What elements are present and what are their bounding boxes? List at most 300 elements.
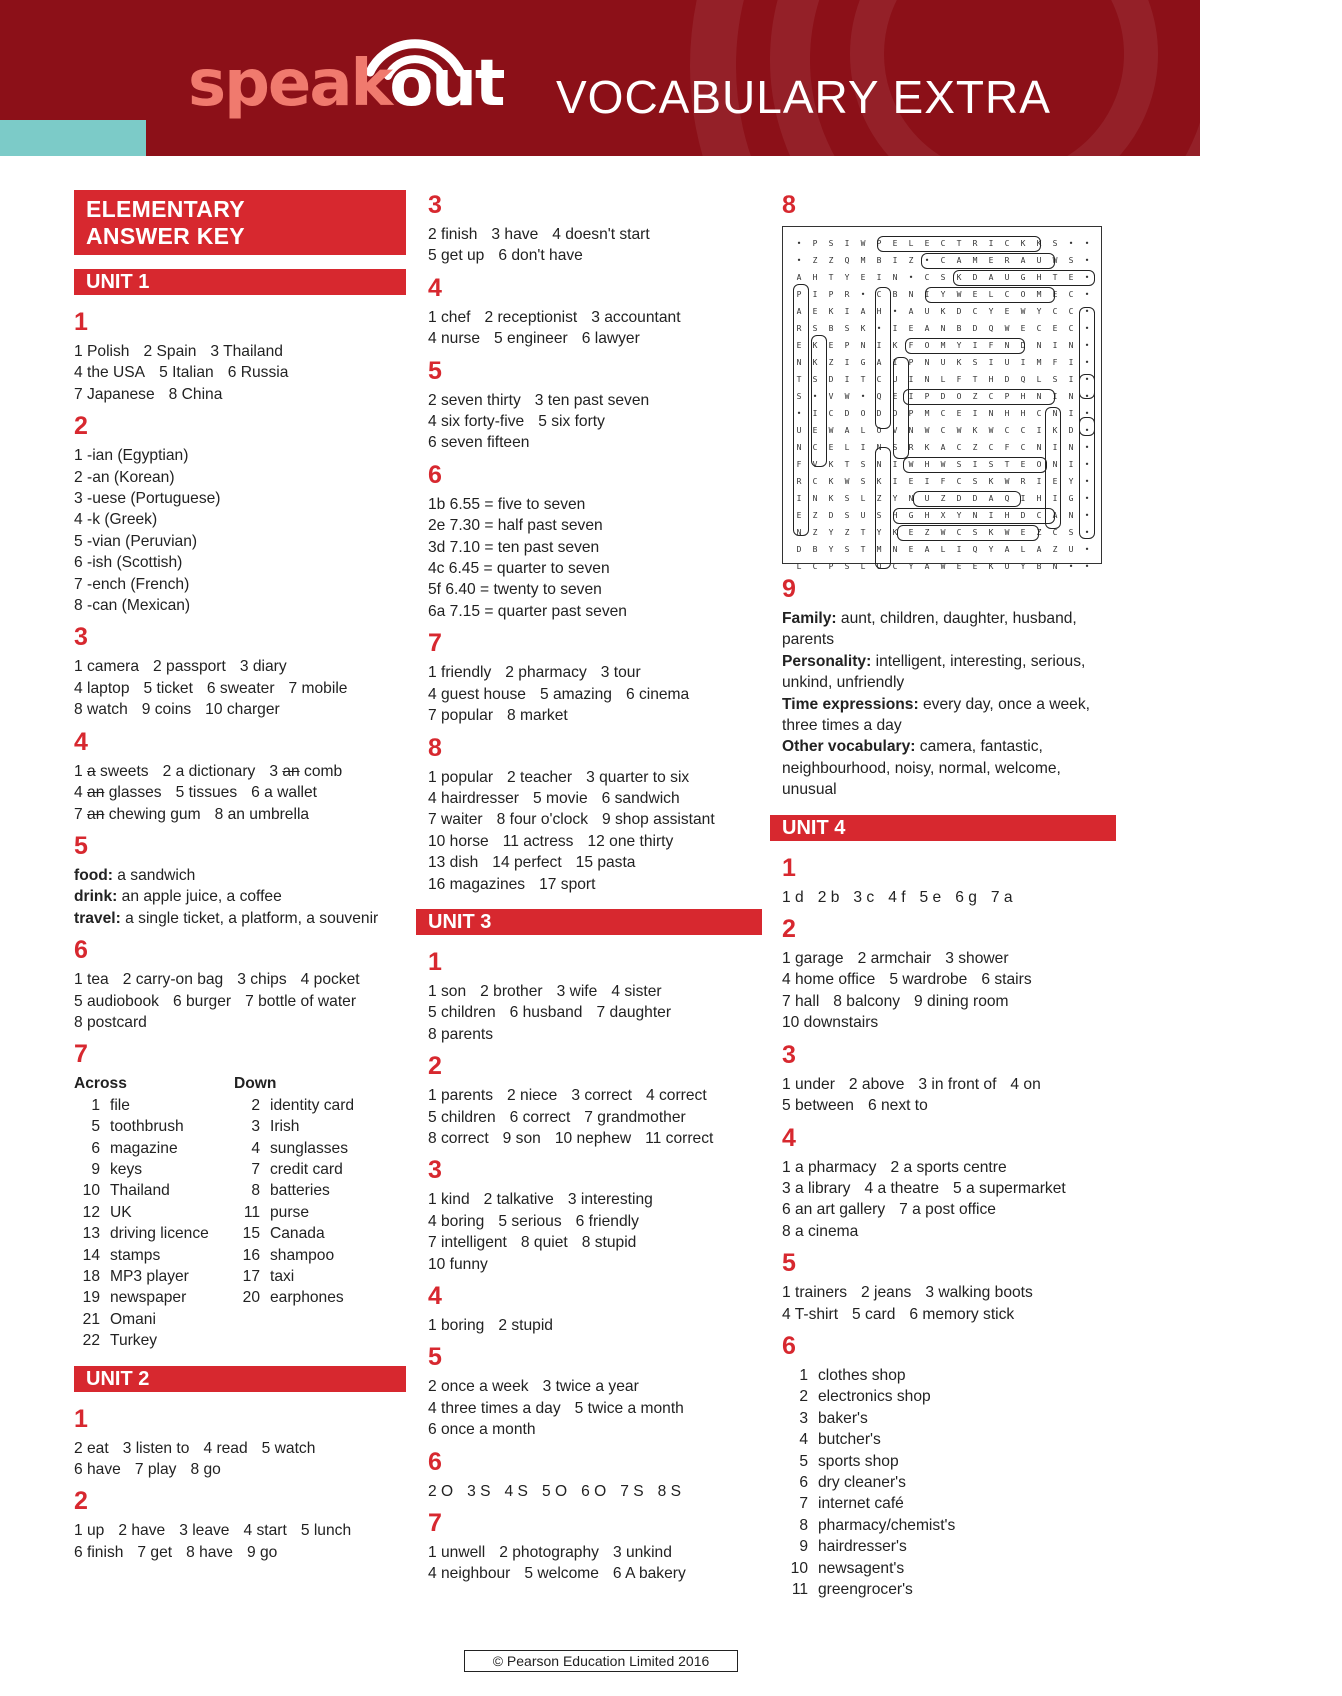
word-search-letter: • — [1084, 426, 1090, 435]
word-search-letter: G — [908, 511, 914, 520]
word-search-letter: T — [860, 528, 866, 537]
word-search-letter: C — [828, 409, 834, 418]
word-search-letter: V — [812, 460, 818, 469]
word-search-letter: N — [924, 375, 930, 384]
answer-block: 1 son 2 brother 3 wife 4 sister 5 children 6 husband 7 daughter 8 parents — [428, 982, 672, 1043]
word-search-letter: I — [1068, 358, 1074, 367]
word-search-letter: N — [972, 511, 978, 520]
exercise-number: 5 — [782, 1249, 796, 1278]
word-search-answer-box — [925, 287, 1055, 303]
word-search-letter: S — [988, 460, 994, 469]
word-search-letter: L — [844, 443, 850, 452]
word-search-letter: E — [1004, 307, 1010, 316]
word-search-letter: N — [1068, 443, 1074, 452]
word-search-letter: A — [988, 494, 994, 503]
word-search-letter: S — [972, 477, 978, 486]
word-search-letter: W — [844, 392, 850, 401]
word-search-letter: A — [1004, 545, 1010, 554]
exercise-number: 1 — [782, 853, 796, 882]
across-list: Across 1 file 5 toothbrush 6 magazine 9 keys 10 Thailand 12 UK 13 driving licence 14 stamps 18 MP3 player 19 newspaper 21 Omani 22 Turkey — [74, 1075, 209, 1350]
answer-block: 1 trainers 2 jeans 3 walking boots 4 T-shirt 5 card 6 memory stick — [782, 1284, 1033, 1323]
word-search-letter: Y — [1020, 562, 1026, 571]
word-search-answer-box — [893, 357, 909, 459]
word-search-letter: C — [988, 392, 994, 401]
word-search-letter: Z — [812, 511, 818, 520]
word-search-letter: V — [828, 392, 834, 401]
exercise-number: 8 — [428, 733, 442, 762]
word-search-letter: W — [988, 426, 994, 435]
word-search-letter: D — [1020, 511, 1026, 520]
exercise-number: 5 — [428, 356, 442, 385]
word-search-letter: E — [892, 239, 898, 248]
word-search-letter: E — [860, 273, 866, 282]
word-search-letter: K — [828, 494, 834, 503]
exercise-number: 6 — [428, 1447, 442, 1476]
word-search-letter: C — [812, 477, 818, 486]
word-search-letter: N — [1004, 341, 1010, 350]
word-search-letter: U — [860, 511, 866, 520]
answer-block: 2 eat 3 listen to 4 read 5 watch 6 have 7 play 8 go — [74, 1439, 316, 1479]
word-search-letter: D — [940, 392, 946, 401]
exercise-number: 5 — [428, 1343, 442, 1372]
word-search-letter: N — [876, 443, 882, 452]
word-search-letter: A — [796, 307, 802, 316]
answer-block: 1 boring 2 stupid — [428, 1317, 553, 1334]
word-search-letter: P — [828, 290, 834, 299]
word-search-letter: Z — [828, 256, 834, 265]
word-search-letter: F — [940, 477, 946, 486]
word-search-letter: N — [796, 443, 802, 452]
word-search-letter: S — [844, 511, 850, 520]
word-search-letter: I — [972, 460, 978, 469]
word-search-letter: R — [1020, 477, 1026, 486]
word-search-letter: N — [1036, 443, 1042, 452]
word-search-letter: Y — [988, 545, 994, 554]
word-search-letter: A — [876, 358, 882, 367]
word-search-letter: K — [988, 528, 994, 537]
word-search-letter: S — [1068, 528, 1074, 537]
word-search-letter: S — [812, 324, 818, 333]
word-search-letter: E — [1020, 460, 1026, 469]
word-search-letter: R — [908, 443, 914, 452]
exercise-number: 4 — [74, 727, 88, 756]
word-search-letter: Z — [876, 494, 882, 503]
exercise-number: 1 — [74, 1404, 88, 1433]
word-search-letter: D — [1020, 341, 1026, 350]
word-search-letter: I — [972, 409, 978, 418]
word-search-letter: S — [940, 273, 946, 282]
word-search-puzzle — [782, 226, 1102, 571]
answer-block: 1 tea 2 carry-on bag 3 chips 4 pocket 5 audiobook 6 burger 7 bottle of water 8 postcard — [74, 971, 360, 1031]
word-search-letter: P — [844, 341, 850, 350]
answer-block: 1 chef 2 receptionist 3 accountant 4 nurse 5 engineer 6 lawyer — [428, 308, 681, 348]
exercise-number: 7 — [428, 629, 442, 658]
word-search-letter: • — [1084, 392, 1090, 401]
answer-block: 2 seven thirty 3 ten past seven 4 six forty-five 5 six forty 6 seven fifteen — [428, 391, 650, 452]
word-search-letter: L — [860, 494, 866, 503]
column-2 — [428, 190, 762, 1585]
word-search-letter: U — [1004, 358, 1010, 367]
word-search-letter: P — [908, 358, 914, 367]
word-search-letter: N — [812, 494, 818, 503]
word-search-letter: • — [908, 273, 914, 282]
crossword-answers — [74, 1073, 406, 1351]
word-search-letter: C — [940, 239, 946, 248]
word-search-letter: W — [1004, 324, 1010, 333]
word-search-letter: Y — [1036, 307, 1042, 316]
word-search-letter: Z — [1052, 545, 1058, 554]
word-search-letter: Q — [844, 256, 850, 265]
word-search-letter: C — [972, 307, 978, 316]
word-search-letter: I — [876, 341, 882, 350]
word-search-letter: W — [940, 460, 946, 469]
word-search-letter: S — [860, 460, 866, 469]
word-search-letter: Q — [972, 545, 978, 554]
answer-block: 2 once a week 3 twice a year 4 three times a day 5 twice a month 6 once a month — [428, 1378, 684, 1439]
word-search-letter: • — [876, 324, 882, 333]
word-search-letter: I — [988, 358, 994, 367]
word-search-letter: T — [860, 375, 866, 384]
word-search-letter: I — [844, 239, 850, 248]
word-search-letter: M — [1036, 290, 1042, 299]
word-search-letter: N — [908, 426, 914, 435]
word-search-letter: C — [1068, 324, 1074, 333]
word-search-letter: E — [924, 239, 930, 248]
word-search-letter: • — [1084, 375, 1090, 384]
word-search-letter: C — [1036, 324, 1042, 333]
unit-4-heading: UNIT 4 — [770, 815, 1116, 841]
word-search-letter: • — [1084, 307, 1090, 316]
word-search-letter: K — [860, 324, 866, 333]
word-search-letter: P — [924, 392, 930, 401]
word-search-letter: H — [1020, 392, 1026, 401]
word-search-letter: D — [956, 307, 962, 316]
word-search-letter: I — [892, 477, 898, 486]
word-search-letter: C — [1052, 528, 1058, 537]
word-search-letter: N — [860, 341, 866, 350]
answer-block: 2 O 3 S 4 S 5 O 6 O 7 S 8 S — [428, 1482, 682, 1500]
word-search-letter: I — [796, 494, 802, 503]
word-search-answer-box — [1045, 407, 1061, 529]
exercise-number: 3 — [428, 1156, 442, 1185]
word-search-letter: • — [796, 409, 802, 418]
word-search-answer-box — [913, 491, 1021, 507]
word-search-letter: E — [796, 341, 802, 350]
word-search-letter: E — [956, 562, 962, 571]
teal-stripe — [0, 120, 146, 156]
word-search-letter: • — [1084, 358, 1090, 367]
exercise-number: 3 — [782, 1040, 796, 1069]
word-search-letter: E — [972, 290, 978, 299]
word-search-letter: K — [876, 477, 882, 486]
word-search-answer-box — [903, 457, 1047, 473]
word-search-letter: I — [892, 460, 898, 469]
word-search-letter: S — [796, 392, 802, 401]
word-search-letter: Z — [924, 528, 930, 537]
word-search-letter: C — [812, 562, 818, 571]
word-search-letter: B — [812, 545, 818, 554]
word-search-letter: I — [956, 545, 962, 554]
word-search-letter: N — [1052, 409, 1058, 418]
word-search-letter: D — [1068, 426, 1074, 435]
word-search-letter: R — [844, 290, 850, 299]
word-search-letter: Y — [828, 545, 834, 554]
word-search-letter: I — [972, 341, 978, 350]
word-search-letter: • — [1068, 239, 1074, 248]
word-search-letter: W — [1052, 256, 1058, 265]
word-search-letter: F — [1052, 358, 1058, 367]
word-search-letter: I — [1068, 460, 1074, 469]
word-search-letter: C — [940, 409, 946, 418]
word-search-letter: A — [1036, 545, 1042, 554]
word-search-letter: S — [828, 239, 834, 248]
word-search-letter: K — [940, 307, 946, 316]
down-list: Down 2 identity card 3 Irish 4 sunglasses 7 credit card 8 batteries 11 purse 15 Canada 16 shampoo 17 taxi 20 earphones — [234, 1075, 355, 1307]
word-search-letter: B — [956, 324, 962, 333]
word-search-letter: N — [908, 494, 914, 503]
exercise-number: 4 — [782, 1123, 796, 1152]
answer-block: food: a sandwich drink: an apple juice, a coffee travel: a single ticket, a platform, a souvenir — [74, 866, 379, 927]
word-search-answer-box — [1079, 417, 1095, 539]
word-search-letter: R — [972, 239, 978, 248]
word-search-letter: • — [1084, 290, 1090, 299]
word-search-letter: F — [908, 341, 914, 350]
word-search-letter: Q — [988, 324, 994, 333]
word-search-letter: A — [924, 324, 930, 333]
word-search-letter: • — [1084, 477, 1090, 486]
word-search-letter: K — [828, 460, 834, 469]
word-search-letter: U — [1004, 562, 1010, 571]
word-search-letter: N — [1036, 392, 1042, 401]
word-search-letter: I — [812, 409, 818, 418]
word-search-letter: L — [1036, 375, 1042, 384]
word-search-letter: • — [1084, 545, 1090, 554]
word-search-letter: O — [1036, 460, 1042, 469]
word-search-letter: Z — [812, 256, 818, 265]
word-search-letter: H — [1036, 494, 1042, 503]
answer-block: 1 clothes shop 2 electronics shop 3 baker's 4 butcher's 5 sports shop 6 dry cleaner's 7 internet café 8 pharmacy/chemist's 9 hairdresser's 10 newsagent's 11 greengrocer's — [790, 1366, 956, 1598]
answer-block: 1 camera 2 passport 3 diary 4 laptop 5 ticket 6 sweater 7 mobile 8 watch 9 coins 10 charger — [74, 658, 348, 719]
word-search-letter: L — [860, 426, 866, 435]
word-search-letter: A — [988, 273, 994, 282]
word-search-letter: U — [940, 358, 946, 367]
word-search-letter: E — [908, 324, 914, 333]
word-search-letter: K — [924, 443, 930, 452]
word-search-letter: D — [892, 409, 898, 418]
exercise-number: 3 — [428, 191, 442, 219]
word-search-letter: K — [988, 562, 994, 571]
word-search-letter: K — [828, 307, 834, 316]
word-search-letter: K — [828, 477, 834, 486]
word-search-letter: U — [796, 426, 802, 435]
word-search-letter: N — [988, 409, 994, 418]
unit-2-heading: UNIT 2 — [74, 1366, 406, 1392]
word-search-letter: D — [796, 545, 802, 554]
word-search-letter: Z — [972, 392, 978, 401]
word-search-letter: • — [796, 239, 802, 248]
word-search-letter: B — [892, 290, 898, 299]
word-search-letter: S — [1052, 375, 1058, 384]
word-search-letter: C — [1020, 443, 1026, 452]
word-search-letter: Q — [876, 392, 882, 401]
word-search-letter: • — [860, 392, 866, 401]
exercise-number: 1 — [428, 947, 442, 976]
word-search-letter: O — [1020, 290, 1026, 299]
header-title: VOCABULARY EXTRA — [556, 71, 1051, 123]
answer-block: 1b 6.55 = five to seven 2e 7.30 = half past seven 3d 7.10 = ten past seven 4c 6.45 = quarter to seven 5f 6.40 = twenty to seven 6a 7.15 = quarter past seven — [428, 495, 627, 620]
word-search-letter: A — [1020, 256, 1026, 265]
word-search-letter: C — [940, 256, 946, 265]
word-search-letter: Y — [828, 528, 834, 537]
unit-1-heading: UNIT 1 — [74, 269, 406, 295]
word-search-letter: N — [908, 290, 914, 299]
exercise-number: 2 — [74, 1487, 88, 1516]
word-search-letter: G — [1068, 494, 1074, 503]
word-search-letter: D — [828, 511, 834, 520]
exercise-number: 5 — [74, 831, 88, 860]
word-search-letter: I — [1020, 494, 1026, 503]
word-search-letter: N — [876, 460, 882, 469]
word-search-letter: S — [812, 375, 818, 384]
word-search-letter: D — [828, 375, 834, 384]
word-search-letter: S — [844, 545, 850, 554]
word-search-letter: E — [988, 256, 994, 265]
word-search-letter: M — [1036, 358, 1042, 367]
word-search-letter: S — [972, 528, 978, 537]
answer-block: 1 d 2 b 3 c 4 f 5 e 6 g 7 a — [782, 888, 1013, 906]
word-search-letter: L — [860, 562, 866, 571]
word-search-letter: C — [1068, 290, 1074, 299]
word-search-letter: • — [1084, 341, 1090, 350]
word-search-letter: H — [876, 307, 882, 316]
answer-block: 1 parents 2 niece 3 correct 4 correct 5 children 6 correct 7 grandmother 8 correct 9 son 10 nephew 11 correct — [428, 1087, 714, 1147]
word-search-letter: W — [828, 426, 834, 435]
word-search-letter: C — [988, 443, 994, 452]
word-search-letter: S — [860, 477, 866, 486]
word-search-letter: L — [940, 375, 946, 384]
word-search-letter: Y — [1068, 477, 1074, 486]
word-search-letter: • — [1084, 409, 1090, 418]
word-search-letter: O — [860, 409, 866, 418]
answer-block: 1 Polish 2 Spain 3 Thailand 4 the USA 5 Italian 6 Russia 7 Japanese 8 China — [74, 343, 289, 403]
word-search-letter: • — [1084, 511, 1090, 520]
word-search-letter: K — [1020, 239, 1026, 248]
word-search-letter: Z — [828, 358, 834, 367]
word-search-letter: Y — [876, 528, 882, 537]
exercise-number: 8 — [782, 191, 796, 219]
word-search-letter: I — [1020, 358, 1026, 367]
word-search-letter: K — [988, 477, 994, 486]
answer-block: 2 finish 3 have 4 doesn't start 5 get up 6 don't have — [428, 226, 650, 265]
word-search-letter: G — [860, 358, 866, 367]
word-search-letter: I — [924, 290, 930, 299]
word-search-letter: N — [1068, 392, 1074, 401]
word-search-letter: E — [908, 545, 914, 554]
word-search-letter: Q — [1004, 494, 1010, 503]
word-search-letter: W — [1004, 477, 1010, 486]
column-1 — [74, 190, 406, 1563]
word-search-letter: S — [844, 562, 850, 571]
word-search-letter: P — [796, 290, 802, 299]
word-search-letter: H — [1004, 511, 1010, 520]
word-search-letter: U — [876, 562, 882, 571]
word-search-letter: N — [892, 545, 898, 554]
answer-block: 1 a pharmacy 2 a sports centre 3 a library 4 a theatre 5 a supermarket 6 an art gallery 7 a post office 8 a cinema — [782, 1158, 1066, 1240]
exercise-number: 6 — [74, 936, 88, 965]
word-search-letter: W — [940, 528, 946, 537]
word-search-letter: C — [1020, 426, 1026, 435]
word-search-letter: A — [940, 443, 946, 452]
word-search-letter: A — [844, 426, 850, 435]
exercise-number: 4 — [428, 273, 442, 302]
word-search-letter: D — [876, 409, 882, 418]
word-search-letter: Z — [908, 256, 914, 265]
word-search-letter: E — [828, 443, 834, 452]
word-search-letter: D — [972, 273, 978, 282]
word-search-letter: A — [924, 562, 930, 571]
word-search-letter: E — [812, 307, 818, 316]
word-search-letter: P — [908, 409, 914, 418]
word-search-answer-box — [897, 525, 1039, 541]
word-search-letter: T — [1052, 273, 1058, 282]
copyright-footer: © Pearson Education Limited 2016 — [464, 1650, 738, 1672]
word-search-answer-box — [893, 508, 1055, 524]
word-search-letter: I — [844, 375, 850, 384]
word-search-letter: E — [1052, 324, 1058, 333]
word-search-letter: C — [1052, 307, 1058, 316]
word-search-letter: I — [1052, 443, 1058, 452]
word-search-letter: I — [892, 324, 898, 333]
word-search-letter: W — [956, 426, 962, 435]
word-search-letter: K — [812, 358, 818, 367]
word-search-letter: • — [812, 392, 818, 401]
vocabulary-categories: Family: aunt, children, daughter, husband, parents Personality: intelligent, interesting, serious, unkind, unfriendly Time expressions: every day, once a week, three times a day Other vocabulary: camera, fantastic, neighbourhood, noisy, normal, welcome, unusual — [782, 610, 1090, 799]
word-search-letter: C — [956, 528, 962, 537]
word-search-letter: B — [828, 324, 834, 333]
answer-block: 1 unwell 2 photography 3 unkind 4 neighbour 5 welcome 6 A bakery — [428, 1544, 686, 1583]
word-search-letter: C — [924, 273, 930, 282]
word-search-letter: • — [1084, 239, 1090, 248]
word-search-letter: Y — [892, 494, 898, 503]
word-search-letter: I — [988, 239, 994, 248]
word-search-letter: D — [844, 409, 850, 418]
word-search-letter: H — [892, 511, 898, 520]
word-search-letter: E — [796, 511, 802, 520]
word-search-letter: M — [876, 545, 882, 554]
word-search-letter: Y — [908, 562, 914, 571]
exercise-number: 9 — [782, 575, 796, 603]
word-search-letter: Z — [940, 494, 946, 503]
word-search-letter: W — [940, 562, 946, 571]
word-search-letter: R — [796, 477, 802, 486]
word-search-letter: S — [876, 511, 882, 520]
word-search-letter: N — [796, 358, 802, 367]
word-search-letter: K — [972, 426, 978, 435]
word-search-letter: N — [796, 528, 802, 537]
word-search-letter: H — [924, 511, 930, 520]
word-search-letter: • — [1084, 324, 1090, 333]
word-search-letter: C — [1068, 307, 1074, 316]
word-search-letter: I — [1052, 494, 1058, 503]
word-search-letter: • — [1084, 273, 1090, 282]
word-search-letter: O — [876, 426, 882, 435]
word-search-letter: S — [1052, 239, 1058, 248]
word-search-letter: N — [892, 273, 898, 282]
word-search-letter: E — [972, 562, 978, 571]
word-search-answer-box — [875, 287, 891, 429]
word-search-letter: E — [1052, 290, 1058, 299]
word-search-letter: E — [908, 528, 914, 537]
